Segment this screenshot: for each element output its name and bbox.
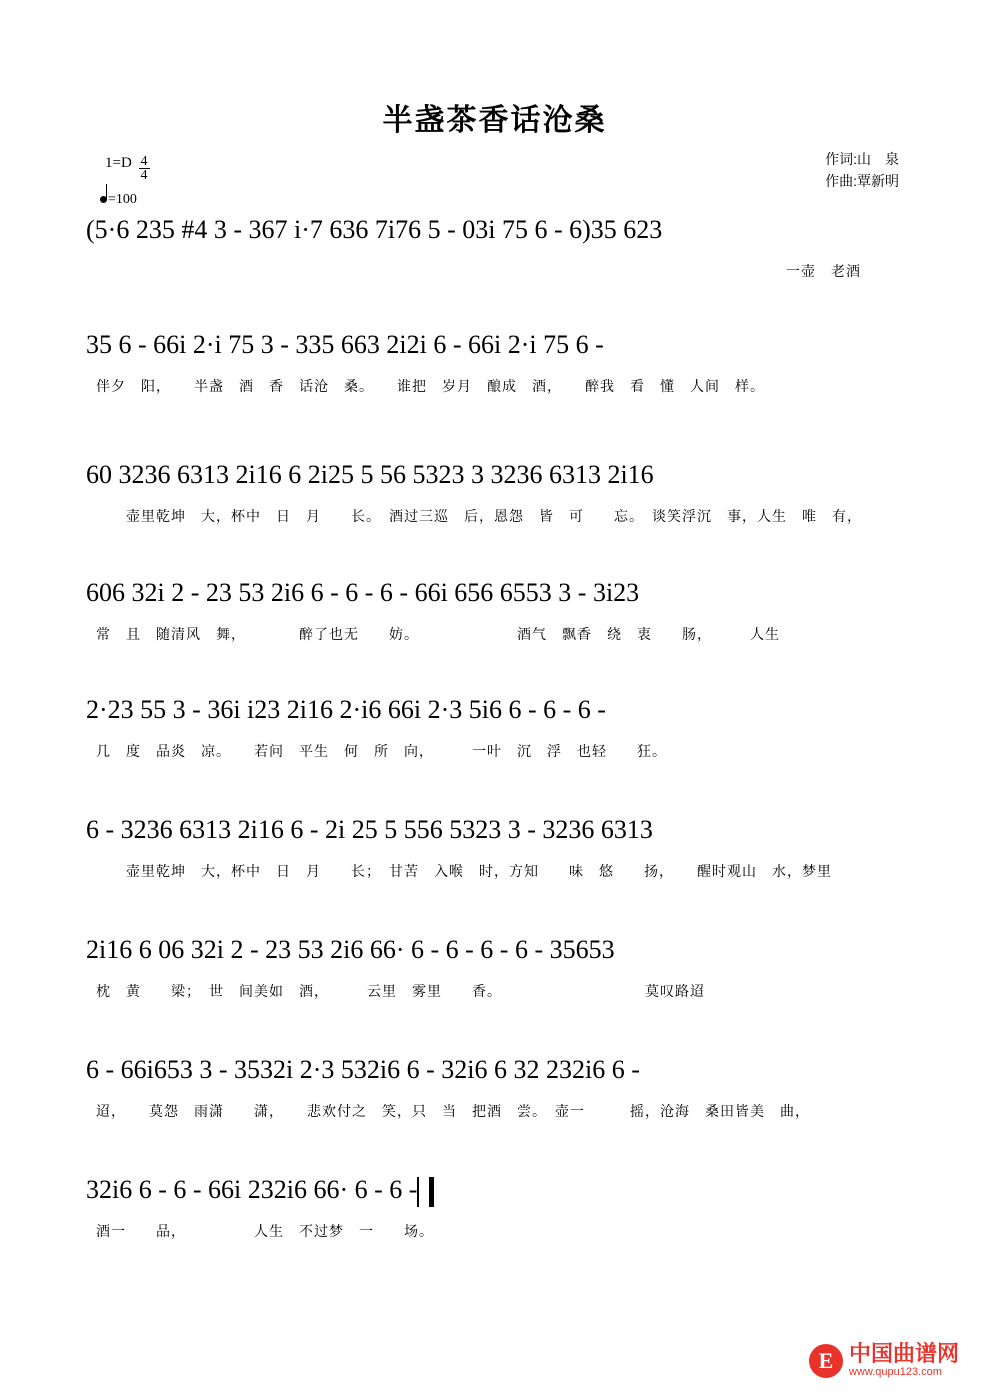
tempo-marking: [100, 192, 137, 208]
time-signature: [139, 155, 150, 182]
lyric-line: 常 且 随清风 舞， 醉了也无 妨。 酒气 飘香 绕 衷 肠， 人生: [96, 626, 780, 642]
notation-line: 60 3236 6313 2i16 6 2i25 5 56 5323 3 3236 6313 2i16: [86, 460, 654, 489]
music-system-3: [86, 460, 916, 532]
notation-line: 2·23 55 3 - 36i i23 2i16 2·i6 66i 2·3 5i6 6 - 6 - 6 -: [86, 695, 606, 724]
key-signature: 1=D: [105, 155, 132, 171]
music-system-2: [86, 330, 916, 402]
composer-line: 作曲:覃新明: [825, 173, 899, 189]
music-system-7: [86, 935, 916, 1007]
lyric-line: 壶里乾坤 大，杯中 日 月 长； 甘苦 入喉 时，方知 味 悠 扬， 醒时观山 水，梦里: [126, 863, 832, 879]
notation-line: 6 - 66i653 3 - 3532i 2·3 532i6 6 - 32i6 6 32 232i6 6 -: [86, 1055, 640, 1084]
music-system-6: [86, 815, 916, 887]
tempo-value: =100: [108, 192, 137, 207]
site-name: 中国曲谱网: [848, 1341, 959, 1366]
meter-numerator: 4: [140, 154, 148, 169]
site-url: www.qupu123.com: [848, 1366, 942, 1378]
lyricist-line: 作词:山 泉: [825, 151, 899, 167]
music-system-9: [86, 1175, 916, 1247]
lyric-line: 壶里乾坤 大，杯中 日 月 长。 酒过三巡 后，恩怨 皆 可 忘。 谈笑浮沉 事，人生 唯 有，: [126, 508, 862, 524]
notation-line: 35 6 - 66i 2·i 75 3 - 335 663 2i2i 6 - 66i 2·i 75 6 -: [86, 330, 604, 359]
lyric-line: 酒一 品， 人生 不过梦 一 场。: [96, 1223, 434, 1239]
notation-line: 606 32i 2 - 23 53 2i6 6 - 6 - 6 - 66i 656 6553 3 - 3i23: [86, 578, 640, 607]
final-barline: [417, 1177, 434, 1207]
music-system-4: [86, 578, 916, 650]
notation-line: 2i16 6 06 32i 2 - 23 53 2i6 66· 6 - 6 - 6 - 6 - 35653: [86, 935, 615, 964]
page-title: 半盏茶香话沧桑: [382, 104, 607, 137]
lyric-line: 枕 黄 梁； 世 间美如 酒， 云里 雾里 香。 莫叹路迢: [96, 983, 705, 999]
lyric-line: 伴夕 阳， 半盏 酒 香 话沧 桑。 谁把 岁月 酿成 酒， 醉我 看 懂 人间 样。: [96, 378, 765, 394]
logo-text-stack: [849, 1343, 959, 1378]
lyric-line: 迢， 莫怨 雨潇 潇， 悲欢付之 笑，只 当 把酒 尝。 壶一 摇，沧海 桑田皆美 曲，: [96, 1103, 810, 1119]
notation-line: (5·6 235 #4 3 - 367 i·7 636 7i76 5 - 03i 75 6 - 6)35 623: [86, 215, 663, 244]
meter-denominator: 4: [140, 168, 148, 183]
notation-line: 32i6 6 - 6 - 66i 232i6 66· 6 - 6 -: [86, 1175, 916, 1221]
quarter-note-icon: [100, 196, 107, 203]
music-system-5: [86, 695, 916, 767]
music-system-1: [86, 215, 916, 287]
notation-line: 6 - 3236 6313 2i16 6 - 2i 25 5 556 5323 3 - 3236 6313: [86, 815, 653, 844]
lyric-line: 一壶 老酒: [786, 263, 861, 279]
site-watermark: [809, 1343, 959, 1378]
logo-icon: E: [809, 1344, 843, 1378]
music-system-8: [86, 1055, 916, 1127]
credits-block: [825, 148, 899, 192]
key-meter-block: [105, 155, 150, 182]
lyric-line: 几 度 品炎 凉。 若问 平生 何 所 向， 一叶 沉 浮 也轻 狂。: [96, 743, 667, 759]
